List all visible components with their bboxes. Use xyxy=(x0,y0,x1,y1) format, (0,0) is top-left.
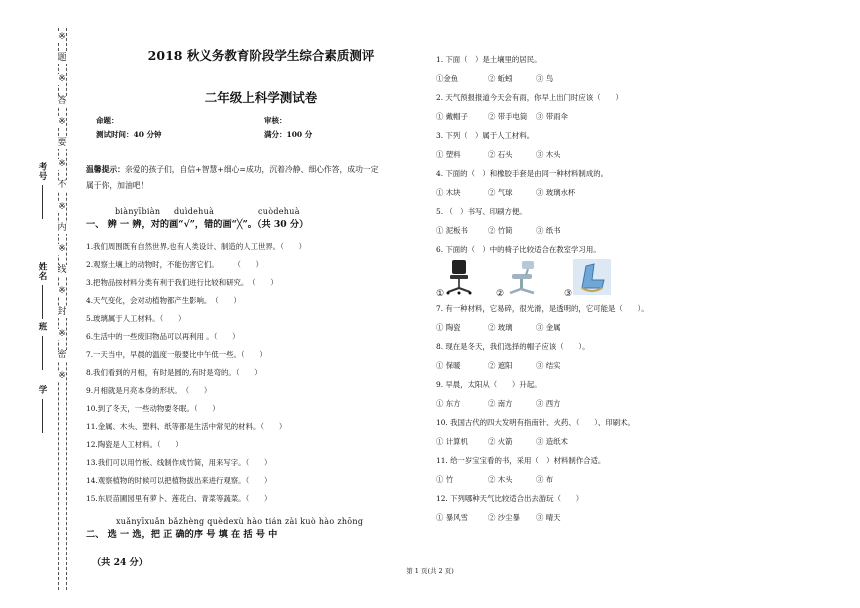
option[interactable]: ③ 鸟 xyxy=(536,74,554,83)
binding-char: 题 xyxy=(57,53,67,64)
exam-number-label: 考号 xyxy=(37,162,47,181)
question-stem: 1. 下面（ ）是土壤里的居民。 xyxy=(436,55,542,64)
question-stem: 12. 下列哪种天气比较适合出去游玩（ ） xyxy=(436,494,584,503)
section-2-pinyin: xuǎnyīxuǎn bǎzhèng quèdexù hào tián zài kuò hào zhōng xyxy=(116,517,364,526)
binding-char: 不 xyxy=(57,180,67,191)
option[interactable]: ③ 金属 xyxy=(536,323,561,332)
section-1-heading-wrap xyxy=(86,207,416,230)
true-false-item[interactable]: 12.陶瓷是人工材料。（ ） xyxy=(86,440,183,449)
question-options xyxy=(436,470,846,489)
choice-question xyxy=(436,451,846,489)
true-false-item[interactable]: 7.一天当中，早晨的温度一般要比中午低一些。（ ） xyxy=(86,350,267,359)
true-false-item[interactable]: 1.我们周围既有自然世界,也有人类设计、制造的人工世界。（ ） xyxy=(86,242,307,251)
binding-char: ※ xyxy=(58,286,66,297)
choice-question xyxy=(436,299,846,337)
question-stem: 11. 给一岁宝宝看的书，采用（ ）材料制作合适。 xyxy=(436,456,606,465)
option[interactable]: ① 陶瓷 xyxy=(436,323,461,332)
question-stem: 5. （ ）书写、印刷方便。 xyxy=(436,207,527,216)
binding-char: ※ xyxy=(58,32,66,42)
question-options xyxy=(436,394,846,413)
section-1-pinyin-3: cuòdehuà xyxy=(258,207,300,216)
question-stem: 4. 下面的（ ）和橡胶手套是由同一种材料制成的。 xyxy=(436,169,608,178)
true-false-item[interactable]: 11.金属、木头、塑料、纸等都是生活中常见的材料。（ ） xyxy=(86,422,287,431)
choice-question xyxy=(436,240,846,299)
option[interactable]: ① 木块 xyxy=(436,188,461,197)
option[interactable]: ① 竹 xyxy=(436,475,454,484)
question-options xyxy=(436,432,846,451)
option[interactable]: ② 南方 xyxy=(488,399,513,408)
school-label: 学 xyxy=(37,385,47,395)
option[interactable]: ③ 纸书 xyxy=(536,226,561,235)
chair-icon xyxy=(504,258,540,299)
option[interactable]: ② 竹简 xyxy=(488,226,513,235)
binding-char: ※ xyxy=(58,74,66,85)
section-2-score: （共 24 分） xyxy=(92,557,148,568)
question-stem: 8. 现在是冬天，我们选择的帽子应该（ ）。 xyxy=(436,342,590,351)
choice-question xyxy=(436,413,846,451)
option[interactable]: ① 戴帽子 xyxy=(436,112,468,121)
choice-question xyxy=(436,164,846,202)
section-1-pinyin-2: duìdehuà xyxy=(174,207,215,216)
option[interactable]: ①金鱼 xyxy=(436,74,459,83)
option[interactable]: ② 遮阳 xyxy=(488,361,513,370)
question-options xyxy=(436,221,846,240)
option[interactable]: ① 东方 xyxy=(436,399,461,408)
section-1-pinyin-1: biànyībiàn xyxy=(115,207,161,216)
question-stem: 10. 我国古代的四大发明有指南针、火药、（ ）、印刷术。 xyxy=(436,418,635,427)
option[interactable]: ② 带手电筒 xyxy=(488,112,528,121)
true-false-item[interactable]: 9.月相就是月亮本身的形状。 （ ） xyxy=(86,386,212,395)
binding-char: ※ xyxy=(58,328,66,339)
option-label: ① xyxy=(436,289,445,299)
option[interactable]: ① 塑料 xyxy=(436,150,461,159)
question-options xyxy=(436,69,846,88)
choice-question xyxy=(436,375,846,413)
true-false-item[interactable]: 3.把物品按材料分类有利于我们进行比较和研究。 （ ） xyxy=(86,278,278,287)
option[interactable]: ② 火箭 xyxy=(488,437,513,446)
name-label: 姓名 xyxy=(37,262,47,281)
option[interactable]: ③ 晴天 xyxy=(536,513,561,522)
question-options xyxy=(436,107,846,126)
option[interactable]: ③ 西方 xyxy=(536,399,561,408)
question-options xyxy=(436,145,846,164)
true-false-item[interactable]: 4.天气变化，会对动植物都产生影响。 （ ） xyxy=(86,296,241,305)
option[interactable]: ① 暴风雪 xyxy=(436,513,468,522)
option[interactable]: ③ 造纸术 xyxy=(536,437,568,446)
option[interactable]: ② 气球 xyxy=(488,188,513,197)
section-2-heading: 二、 选 一 选，把 正 确的序 号 填 在 括 号 中 xyxy=(86,529,278,540)
chair-options xyxy=(436,259,846,299)
true-false-item[interactable]: 15.东辰苗圃园里有萝卜、莲花白、青菜等蔬菜。（ ） xyxy=(86,494,272,503)
binding-char: 要 xyxy=(57,137,67,148)
option[interactable]: ③ 玻璃水杯 xyxy=(536,188,576,197)
binding-char: 密 xyxy=(57,349,67,360)
question-options xyxy=(436,356,846,375)
true-false-item[interactable]: 8.我们看到的月相，有时是圆的,有时是弯的。（ ） xyxy=(86,368,262,377)
question-options xyxy=(436,508,846,527)
question-options xyxy=(436,318,846,337)
chair-icon xyxy=(444,258,474,299)
option[interactable]: ② 蚯蚓 xyxy=(488,74,513,83)
warm-tip-text-1: 亲爱的孩子们，自信+智慧+细心=成功，沉着冷静、细心作答，成功一定 xyxy=(124,165,379,174)
author-label: 命题： xyxy=(96,116,119,125)
option[interactable]: ② 石头 xyxy=(488,150,513,159)
class-field[interactable] xyxy=(36,322,48,370)
chair-option-1[interactable] xyxy=(436,258,496,299)
section-1-list xyxy=(86,238,416,508)
binding-char: 内 xyxy=(57,222,67,233)
exam-number-field[interactable] xyxy=(36,162,48,219)
option[interactable]: ③ 带雨伞 xyxy=(536,112,568,121)
question-stem: 3. 下列（ ）属于人工材料。 xyxy=(436,131,535,140)
score-label: 满分：100 分 xyxy=(264,130,313,139)
true-false-item[interactable]: 14.观察植物的时候可以把植物拔出来进行观察。（ ） xyxy=(86,476,272,485)
true-false-item[interactable]: 5.玻璃属于人工材料。（ ） xyxy=(86,314,186,323)
school-field[interactable] xyxy=(36,385,48,433)
binding-char: 线 xyxy=(57,265,67,276)
exam-meta xyxy=(96,115,416,140)
option[interactable]: ① 保暖 xyxy=(436,361,461,370)
question-stem: 9. 早晨，太阳从（ ）升起。 xyxy=(436,380,542,389)
left-column xyxy=(86,46,416,568)
time-label: 测试时间：40 分钟 xyxy=(96,130,162,139)
question-stem: 7. 有一种材料，它易碎，很光滑，是透明的，它可能是（ ）。 xyxy=(436,304,649,313)
option[interactable]: ③ 布 xyxy=(536,475,554,484)
class-label: 班 xyxy=(37,322,47,332)
option[interactable]: ② 木头 xyxy=(488,475,513,484)
choice-question xyxy=(436,126,846,164)
option[interactable]: ② 玻璃 xyxy=(488,323,513,332)
name-field[interactable] xyxy=(36,262,48,319)
question-stem: 2. 天气预报报道今天会有雨，你早上出门时应该（ ） xyxy=(436,93,623,102)
choice-question xyxy=(436,202,846,240)
right-column xyxy=(436,50,846,527)
binding-char: ※ xyxy=(58,159,66,170)
choice-question xyxy=(436,337,846,375)
binding-char: 答 xyxy=(57,95,67,106)
exam-subtitle: 二年级上科学测试卷 xyxy=(204,90,318,105)
binding-char: 封 xyxy=(57,307,67,318)
true-false-item[interactable]: 13.我们可以用竹板、线制作成竹简，用来写字。（ ） xyxy=(86,458,272,467)
chair-option-3[interactable] xyxy=(564,258,624,299)
choice-question xyxy=(436,489,846,527)
binding-char: ※ xyxy=(58,201,66,212)
option[interactable]: ① 计算机 xyxy=(436,437,468,446)
reviewer-label: 审核： xyxy=(264,116,287,125)
warm-tip-label: 温馨提示： xyxy=(86,165,125,174)
warm-tip-text-2: 属于你，加油吧！ xyxy=(86,181,149,190)
section-1-heading: 一、 辨 一 辨，对的画“√”，错的画“╳”。（共 30 分） xyxy=(86,219,309,230)
option-label: ③ xyxy=(564,289,573,299)
chair-option-2[interactable] xyxy=(496,258,564,299)
option[interactable]: ② 沙尘暴 xyxy=(488,513,520,522)
binding-char: ※ xyxy=(58,243,66,254)
option-label: ② xyxy=(496,289,505,299)
warm-tip xyxy=(86,162,416,194)
true-false-item[interactable]: 2.观察土壤上的动物时，不能伤害它们。 （ ） xyxy=(86,260,264,269)
binding-seal-text xyxy=(52,32,72,392)
page-footer: 第 1 页(共 2 页) xyxy=(406,567,454,575)
option[interactable]: ① 泥板书 xyxy=(436,226,468,235)
section-2-heading-wrap xyxy=(86,517,416,540)
option[interactable]: ③ 木头 xyxy=(536,150,561,159)
question-options xyxy=(436,183,846,202)
choice-question xyxy=(436,88,846,126)
choice-question xyxy=(436,50,846,88)
binding-char: ※ xyxy=(58,116,66,127)
binding-char: ※ xyxy=(58,371,66,381)
exam-title: 2018 秋义务教育阶段学生综合素质测评 xyxy=(147,48,375,63)
true-false-item[interactable]: 6.生活中的一些废旧物品可以再利用 。（ ） xyxy=(86,332,240,341)
true-false-item[interactable]: 10.到了冬天，一些动物要冬眠。（ ） xyxy=(86,404,220,413)
question-stem: 6. 下面的（ ）中的椅子比较适合在教室学习用。 xyxy=(436,245,601,254)
option[interactable]: ③ 结实 xyxy=(536,361,561,370)
chair-icon xyxy=(572,258,612,299)
